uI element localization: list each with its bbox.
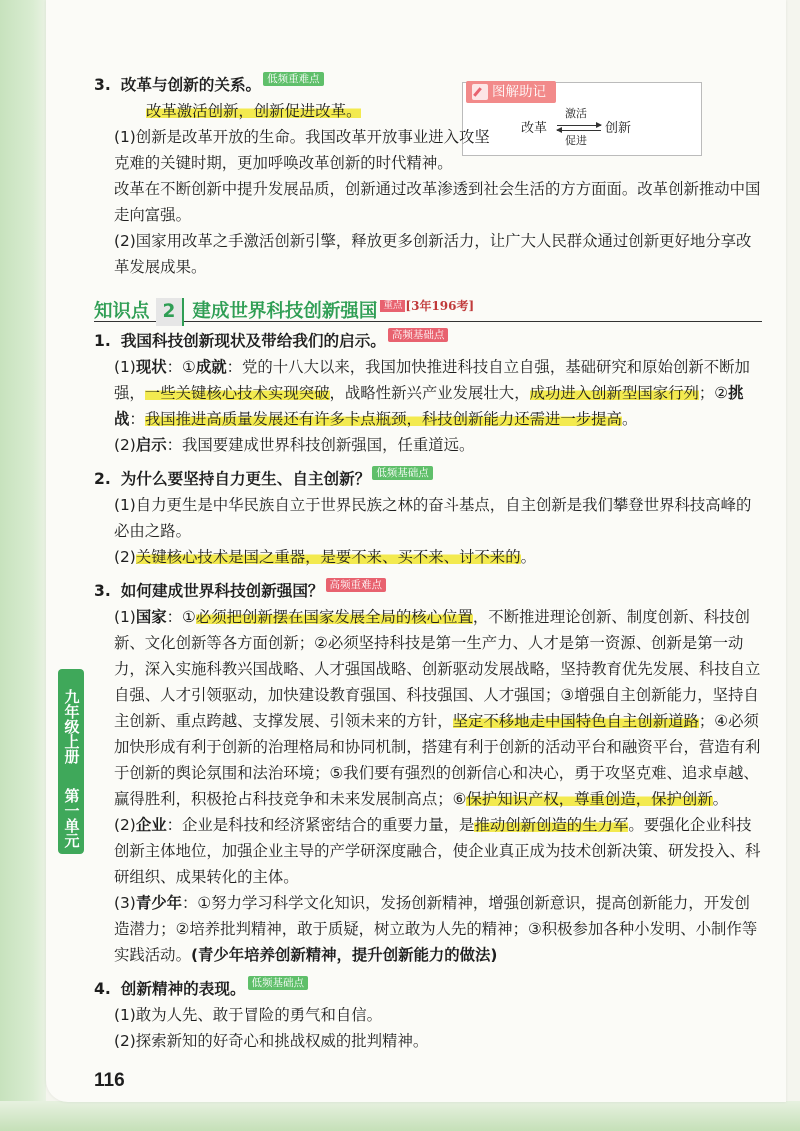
paragraph: (1)敢为人先、敢于冒险的勇气和自信。: [114, 1006, 383, 1024]
frequency-tag: 低频重难点: [263, 72, 324, 86]
paragraph: 改革在不断创新中提升发展品质，创新通过改革渗透到社会生活的方方面面。改革创新推动中国走向富强。: [114, 180, 761, 224]
question-heading: 3. 改革与创新的关系。 低频重难点: [94, 72, 762, 98]
paragraph: (1)创新是改革开放的生命。我国改革开放事业进入攻坚克难的关键时期，更加呼唤改革创新的时代精神。: [114, 128, 490, 172]
question-heading: 2. 为什么要坚持自力更生、自主创新？ 低频基础点: [94, 466, 762, 492]
diagram-top-label: 激活: [565, 107, 587, 120]
section-label: 知识点: [94, 301, 150, 322]
section-title: 建成世界科技创新强国: [192, 301, 378, 322]
page-bottom-edge: [0, 1101, 800, 1131]
frequency-tag: 高频重难点: [326, 578, 387, 592]
question-heading: 3. 如何建成世界科技创新强国？ 高频重难点: [94, 578, 762, 604]
exam-count: [3年196考]: [405, 299, 475, 313]
frequency-tag: 低频基础点: [372, 466, 433, 480]
page-number: 116: [94, 1070, 125, 1091]
diagram-left: 改革: [521, 121, 548, 136]
unit-label: 第一单元: [62, 788, 81, 848]
paragraph: (1)自力更生是中华民族自立于世界民族之林的奋斗基点，自主创新是我们攀登世界科技高峰的必由之路。: [114, 496, 752, 540]
diagram-right: 创新: [605, 121, 632, 136]
paragraph: (2)探索新知的好奇心和挑战权威的批判精神。: [114, 1032, 429, 1050]
frequency-tag: 低频基础点: [248, 976, 309, 990]
paragraph: (2)关键核心技术是国之重器，是要不来、买不来、讨不来的。: [114, 548, 536, 566]
paragraph: (2)国家用改革之手激活创新引擎，释放更多创新活力，让广大人民群众通过创新更好地分享改革发展成果。: [114, 232, 752, 276]
paragraph: (2)企业：企业是科技和经济紧密结合的重要力量，是推动创新创造的生力军。要强化企业科技创新主体地位，加强企业主导的产学研深度融合，使企业真正成为技术创新决策、研发投入、科研组织、成果转化的主体。: [114, 816, 761, 886]
key-point-badge: 重点: [380, 300, 405, 312]
chapter-side-tab: [58, 669, 84, 854]
question-heading: 4. 创新精神的表现。 低频基础点: [94, 976, 762, 1002]
paragraph: 改革激活创新，创新促进改革。: [146, 102, 362, 120]
diagram-title: 图解助记: [492, 84, 546, 100]
main-content: [94, 68, 762, 1054]
paragraph: (1)国家：①必须把创新摆在国家发展全局的核心位置，不断推进理论创新、制度创新、科技创新、文化创新等各方面创新；②必须坚持科技是第一生产力、人才是第一资源、创新是第一动力，深入实施科教兴国战略、人才强国战略、创新驱动发展战略，坚持教育优先发展、科技自立自强、人才引领驱动，加快建设教育强国、科技强国、人才强国；③增强自主创新能力，坚持自主创新、重点跨越、支撑发展、引领未来的方针，坚定不移地走中国特色自主创新道路；④必须加快形成有利于创新的治理格局和协同机制，搭建有利于创新的活动平台和融资平台，营造有利于创新的舆论氛围和法治环境；⑤我们要有强烈的创新信心和决心，勇于攻坚克难、追求卓越、赢得胜利，积极抢占科技竞争和未来发展制高点；⑥保护知识产权，尊重创造，保护创新。: [114, 608, 761, 808]
paragraph: (1)现状：①成就：党的十八大以来，我国加快推进科技自立自强，基础研究和原始创新不断加强，一些关键核心技术实现突破，战略性新兴产业发展壮大，成功进入创新型国家行列；②挑战：我国推进高质量发展还有许多卡点瓶颈，科技创新能力还需进一步提高。: [114, 358, 750, 428]
question-heading: 1. 我国科技创新现状及带给我们的启示。 高频基础点: [94, 328, 762, 354]
section-number: 2: [156, 298, 185, 326]
frequency-tag: 高频基础点: [388, 328, 449, 342]
paragraph: (3)青少年：①努力学习科学文化知识，发扬创新精神，增强创新意识，提高创新能力，开发创造潜力；②培养批判精神，敢于质疑，树立敢为人先的精神；③积极参加各种小发明、小制作等实践活动。(青少年培养创新精神，提升创新能力的做法): [114, 894, 758, 964]
paragraph: (2)启示：我国要建成世界科技创新强国，任重道远。: [114, 436, 475, 454]
diagram-bottom-label: 促进: [565, 134, 587, 147]
grade-label: 九年级上册: [62, 688, 81, 764]
section-heading: [94, 292, 762, 322]
book-spine-edge: [0, 0, 46, 1131]
